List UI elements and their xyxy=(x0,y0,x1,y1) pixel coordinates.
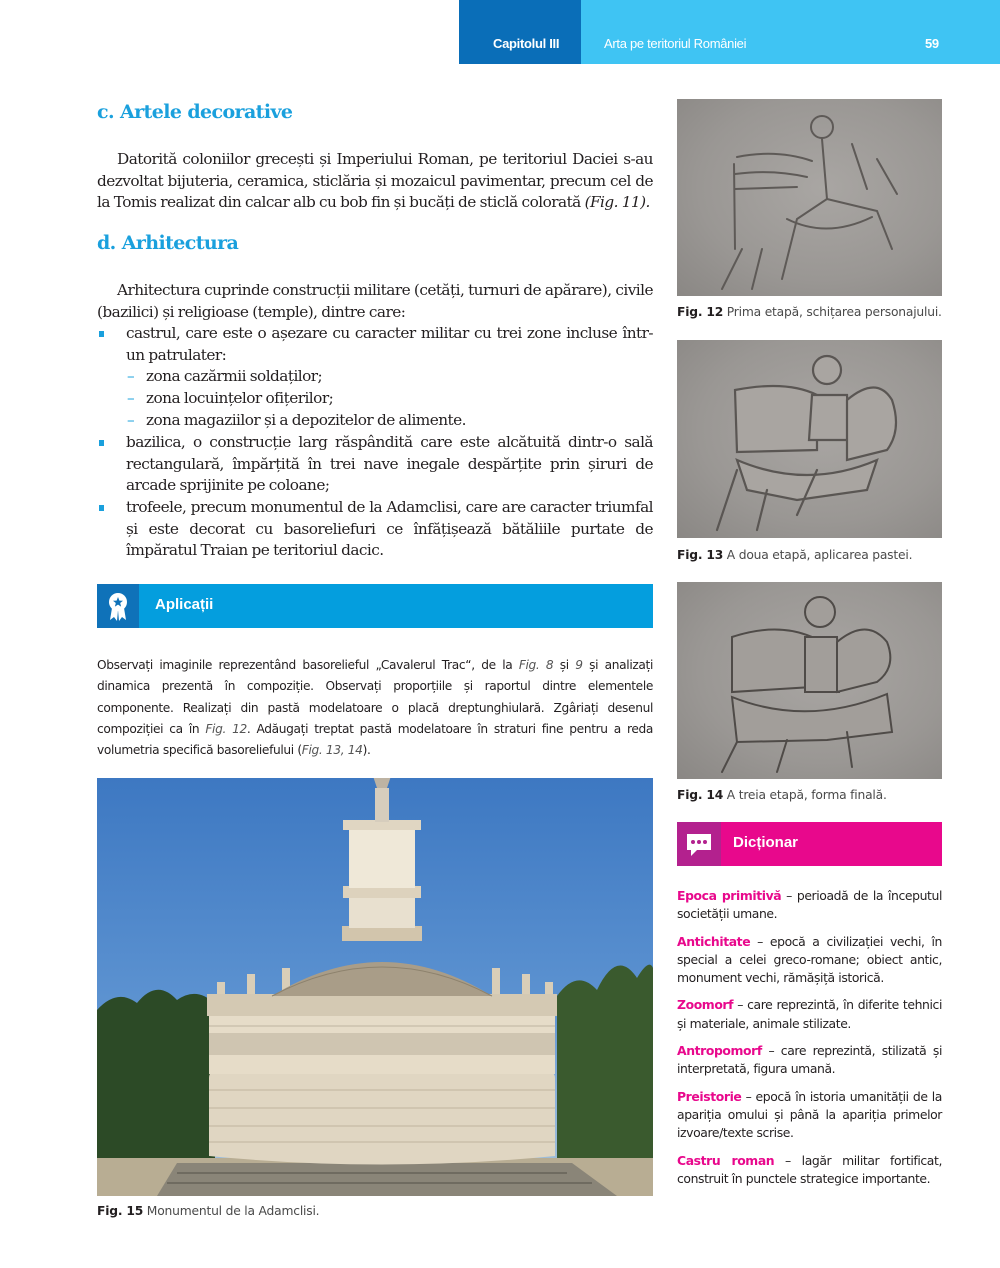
caption-text: Monumentul de la Adamclisi. xyxy=(143,1204,320,1218)
dictionary-term: Antropomorf xyxy=(677,1043,762,1059)
dictionary-definition: – epocă a civilizației vechi, în special a celei greco-romane; obiect antic, monument vechi, rămășiță istorică. xyxy=(677,933,942,986)
caption-text: A doua etapă, aplicarea pastei. xyxy=(723,548,913,562)
dictionary-entry xyxy=(677,1088,942,1143)
section-heading-architecture: d. Arhitectura xyxy=(97,232,239,254)
dictionary-list xyxy=(677,887,942,1197)
award-ribbon-icon xyxy=(97,584,139,628)
dictionary-entry xyxy=(677,996,942,1033)
figure-label: Fig. 14 xyxy=(677,788,724,802)
figure-caption xyxy=(677,548,912,562)
chapter-label-box xyxy=(459,0,581,64)
figure-reference: Fig. 13, 14 xyxy=(301,743,363,758)
aplicatii-title: Aplicații xyxy=(155,596,214,613)
figure-caption xyxy=(97,1204,319,1218)
relief-paste-illustration xyxy=(677,340,942,538)
sub-item-text: zona locuințelor ofițerilor; xyxy=(146,389,334,408)
relief-final-illustration xyxy=(677,582,942,779)
figure-reference: (Fig. 11). xyxy=(584,193,650,212)
sub-item-text: zona cazărmii soldaților; xyxy=(146,367,323,386)
figure-caption xyxy=(677,788,887,802)
dictionary-definition: – care reprezintă, stilizată și interpretată, figura umană. xyxy=(677,1043,942,1077)
bullet-list-item xyxy=(97,432,653,497)
chapter-title: Arta pe teritoriul României xyxy=(604,36,747,51)
figure-label: Fig. 12 xyxy=(677,305,724,319)
dictionary-entry xyxy=(677,1152,942,1189)
caption-text: A treia etapă, forma finală. xyxy=(723,788,887,802)
monument-illustration xyxy=(97,778,653,1196)
figure-reference: 9 xyxy=(575,658,583,672)
sub-list-item xyxy=(97,366,653,388)
dictionary-term: Castru roman xyxy=(677,1152,775,1168)
relief-paste-photo xyxy=(677,340,942,538)
bullet-list-item xyxy=(97,497,653,562)
dictionary-term: Antichitate xyxy=(677,933,751,949)
bullet-text: trofeele, precum monumentul de la Adamclisi, care are caracter triumfal și este decorat cu basoreliefuri ce înfățișează bătăliile purtate de împăratul Traian pe teritoriul dacic. xyxy=(126,498,653,560)
text: și analizați dinamica prezentă în compoziție. Observați proporțiile și raportul dintre elementele componente. Realizați din pastă modelatoare o placă dreptunghiulară. Zgâriați desenul compoziției ca în xyxy=(97,658,653,736)
dictionary-definition: – lagăr militar fortificat, construit în punctele strategice importante. xyxy=(677,1152,942,1186)
chapter-label: Capitolul III xyxy=(493,36,560,51)
dictionary-definition: – care reprezintă, în diferite tehnici și materiale, animale stilizate. xyxy=(677,997,942,1031)
page-number: 59 xyxy=(925,36,939,51)
sub-list-item xyxy=(97,388,653,410)
aplicatii-header xyxy=(97,584,653,628)
dictionary-entry xyxy=(677,1042,942,1079)
bullet-square-icon xyxy=(99,505,104,511)
sub-list-item xyxy=(97,410,653,432)
intro-text: Arhitectura cuprinde construcții militare (cetăți, turnuri de apărare), civile (bazilici) și religioase (temple), dintre care: xyxy=(97,281,653,321)
dictionar-icon-box xyxy=(677,822,721,866)
bullet-square-icon xyxy=(99,331,104,337)
dictionary-entry xyxy=(677,887,942,924)
dictionary-term: Preistorie xyxy=(677,1088,742,1104)
dictionar-header xyxy=(677,822,942,866)
dictionary-entry xyxy=(677,933,942,988)
decorative-arts-paragraph xyxy=(97,149,653,214)
text: Observați imaginile reprezentând basorelieful „Cavalerul Trac“, de la xyxy=(97,658,519,672)
dictionary-term: Zoomorf xyxy=(677,997,734,1013)
bullet-square-icon xyxy=(99,440,104,446)
relief-final-photo xyxy=(677,582,942,779)
aplicatii-instructions xyxy=(97,655,653,761)
dictionary-term: Epoca primitivă xyxy=(677,888,782,903)
text: și xyxy=(553,658,576,672)
figure-label: Fig. 13 xyxy=(677,548,724,562)
caption-text: Prima etapă, schițarea personajului. xyxy=(723,305,942,319)
figure-reference: Fig. 8 xyxy=(518,658,554,672)
dash-icon: – xyxy=(127,389,135,408)
dictionar-title: Dicționar xyxy=(733,834,799,851)
dash-icon: – xyxy=(127,367,135,386)
sub-item-text: zona magaziilor și a depozitelor de alimente. xyxy=(146,410,466,429)
text: . Adăugați treptat pastă modelatoare în straturi fine pentru a reda volumetria specifică basoreliefului ( xyxy=(97,721,654,758)
bullet-text: castrul, care este o așezare cu caracter militar cu trei zone incluse într-un patrulater: xyxy=(126,324,653,364)
dictionary-definition: – epocă în istoria umanității de la apariția omului și până la apariția primelor izvoare/texte scrise. xyxy=(677,1088,942,1141)
bullet-text: bazilica, o construcție larg răspândită care este alcătuită dintr-o sală rectangulară, împărțită în trei nave inegale despărțite prin șiruri de arcade sprijinite pe coloane; xyxy=(126,433,653,495)
figure-caption xyxy=(677,305,942,319)
dictionary-definition: – perioadă de la începutul societății umane. xyxy=(677,888,942,922)
bullet-list-item xyxy=(97,323,653,432)
section-heading-decorative-arts: c. Artele decorative xyxy=(97,101,293,123)
text: ). xyxy=(362,743,371,758)
speech-bubble-icon xyxy=(677,822,721,866)
dash-icon: – xyxy=(127,410,135,429)
relief-sketch-photo xyxy=(677,99,942,296)
figure-label: Fig. 15 xyxy=(97,1204,144,1218)
paragraph-text: Datorită coloniilor grecești și Imperiului Roman, pe teritoriul Daciei s-au dezvoltat bijuteria, ceramica, sticlăria și mozaicul pavimentar, precum cel de la Tomis realizat din calcar alb cu bob fin și bucăți de sticlă colorată xyxy=(97,150,653,212)
figure-reference: Fig. 12 xyxy=(205,721,247,736)
architecture-intro xyxy=(97,280,653,323)
aplicatii-icon-box xyxy=(97,584,139,628)
adamclisi-monument-photo xyxy=(97,778,653,1196)
relief-sketch-illustration xyxy=(677,99,942,296)
